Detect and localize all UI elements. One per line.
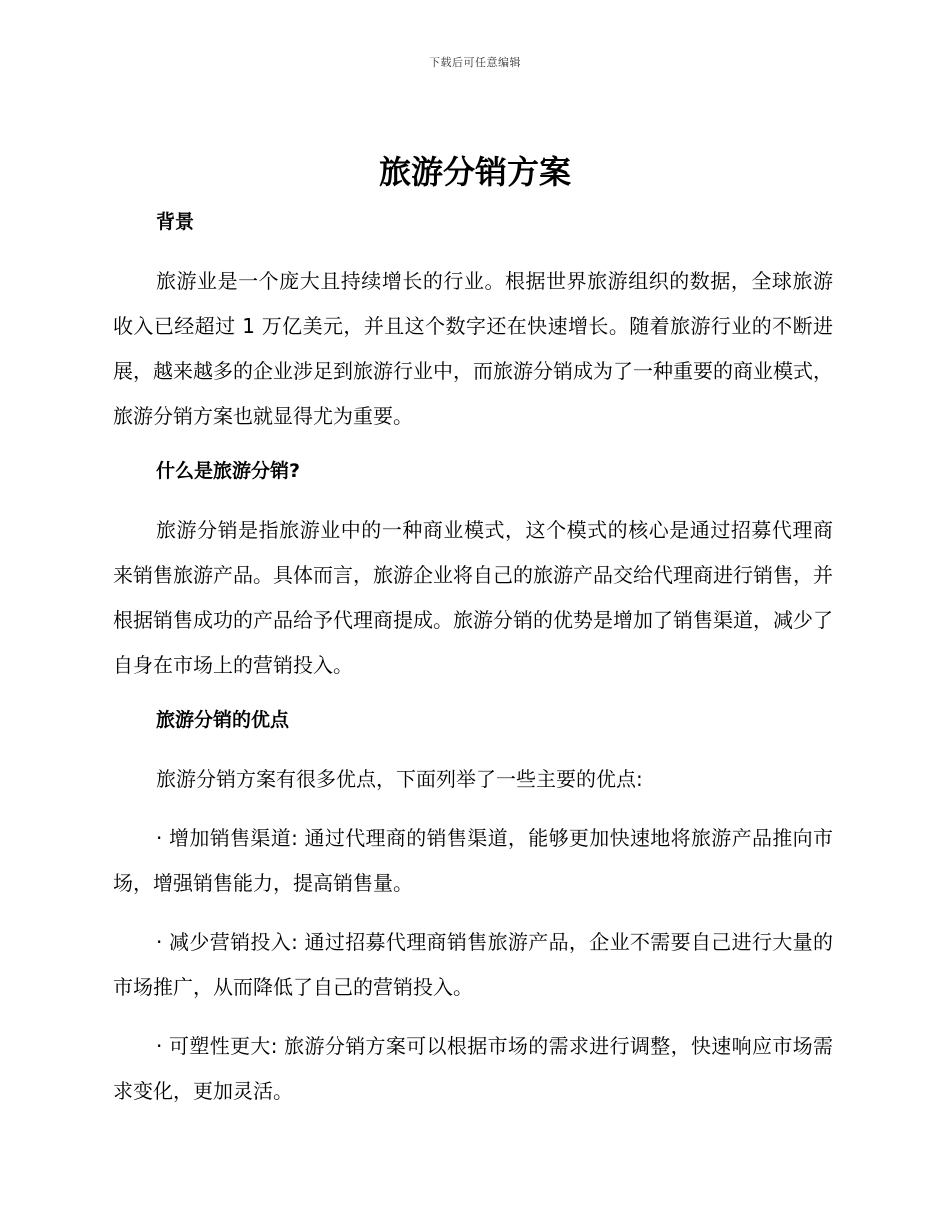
section-heading-background: 背景 [156,211,195,233]
paragraph: 旅游业是一个庞大且持续增长的行业。根据世界旅游组织的数据，全球旅游收入已经超过 1 万亿美元，并且这个数字还在快速增长。随着旅游行业的不断进展，越来越多的企业涉足到旅游行业中，而旅游分销成为了一种重要的商业模式，旅游分销方案也就显得尤为重要。 [113,269,833,428]
paragraph: 旅游分销方案有很多优点，下面列举了一些主要的优点: [156,767,643,791]
section-heading-advantages: 旅游分销的优点 [156,709,290,731]
page-header-note: 下载后可任意编辑 [429,56,521,69]
bullet-item: · 增加销售渠道: 通过代理商的销售渠道，能够更加快速地将旅游产品推向市场，增强销售能力，提高销售量。 [113,826,833,895]
section-heading-what-is: 什么是旅游分销? [156,460,301,482]
bullet-item: · 可塑性更大: 旅游分销方案可以根据市场的需求进行调整，快速响应市场需求变化，更加灵活。 [113,1034,833,1103]
document-title: 旅游分销方案 [378,153,571,191]
paragraph: 旅游分销是指旅游业中的一种商业模式，这个模式的核心是通过招募代理商来销售旅游产品。具体而言，旅游企业将自己的旅游产品交给代理商进行销售，并根据销售成功的产品给予代理商提成。旅游分销的优势是增加了销售渠道，减少了自身在市场上的营销投入。 [113,518,833,677]
bullet-item: · 减少营销投入: 通过招募代理商销售旅游产品，企业不需要自己进行大量的市场推广，从而降低了自己的营销投入。 [113,930,833,999]
document-body [113,204,833,1128]
